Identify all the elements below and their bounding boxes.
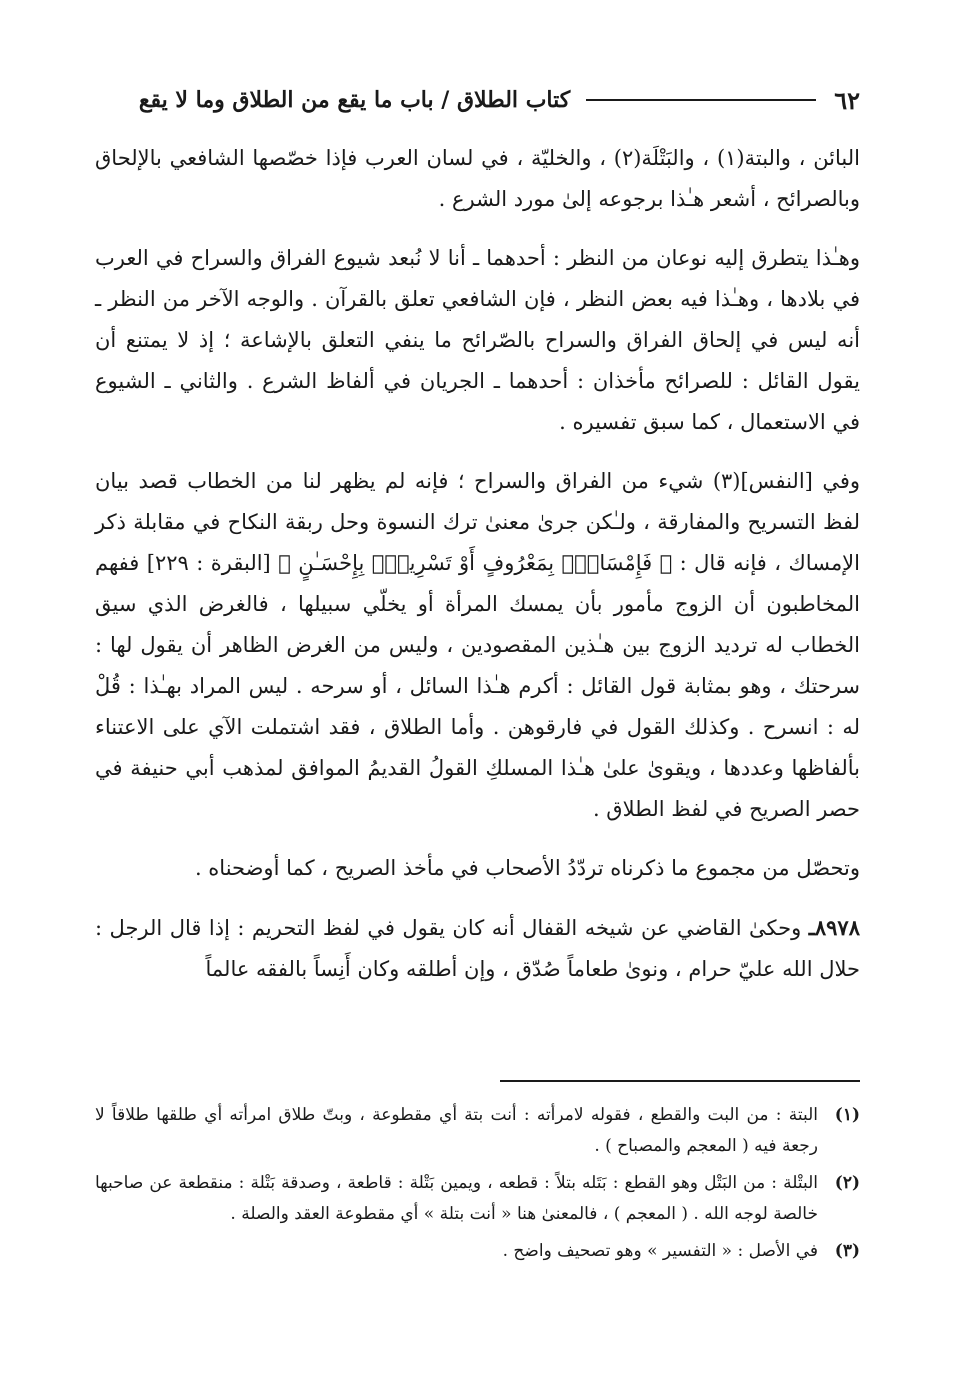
page-header: [95, 80, 860, 120]
footnote-marker: (٣): [834, 1241, 860, 1261]
footnote-marker: (١): [834, 1105, 860, 1125]
header-rule: [586, 99, 816, 101]
paragraph-5: [95, 907, 860, 990]
footnote-text: في الأصل : « التفسير » وهو تصحيف واضح .: [502, 1241, 818, 1261]
paragraph-2: وهـٰذا يتطرق إليه نوعان من النظر : أحدهما ـ أنا لا نُبعد شيوع الفراق والسراح في العرب في بلادها ، وهـٰذا فيه بعض النظر ، فإن الشافعي تعلق بالقرآن . والوجه الآخر من النظر ـ أنه ليس في إلحاق الفراق والسراح بالصّرائح ما ينفي التعلق بالإشاعة ؛ إذ لا يمتنع أن يقول القائل : للصرائح مأخذان : أحدهما ـ الجريان في ألفاظ الشرع . والثاني ـ الشيوع في الاستعمال ، كما سبق تفسيره .: [95, 246, 860, 434]
footnote-text: البتْلة : من البَتْل وهو القطع : بَتَله بتلاً : قطعه ، ويمين بَتْلة : قاطعة ، وصدقة بَتْلة : منقطعة عن صاحبها خالصة لوجه الله . ( المعجم ) ، فالمعنىٰ هنا « أنت بتلة » أي مقطوعة العقد والصلة .: [95, 1173, 818, 1224]
paragraph-1: البائن ، والبتة(١) ، والبَتْلَة(٢) ، والخليّة ، في لسان العرب فإذا خصّصها الشافعي بالإلحاق وبالصرائح ، أشعر هـٰذا برجوعه إلىٰ مورد الشرع .: [95, 146, 860, 211]
paragraph-5-text: وحكىٰ القاضي عن شيخه القفال أنه كان يقول في لفظ التحريم : إذا قال الرجل : حلال الله عليّ حرام ، ونوىٰ طعاماً صُدّق ، وإن أطلقه وكان أَنِساً بالفقه عالماً: [95, 916, 860, 981]
paragraph-3: وفي [النفس](٣) شيء من الفراق والسراح ؛ فإنه لم يظهر لنا من الخطاب قصد بيان لفظ التسريح والمفارقة ، ولـٰكن جرىٰ معنىٰ ترك النسوة وحل ربقة النكاح في مقابلة ذكر الإمساك ، فإنه قال : ﴿ فَإِمْسَاكُۢ بِمَعْرُوفٍ أَوْ تَسْرِيحُۢ بِإِحْسَـٰنٍ ﴾ [البقرة : ٢٢٩] ففهم المخاطبون أن الزوج مأمور بأن يمسك المرأة أو يخلّي سبيلها ، فالغرض الذي سيق الخطاب له ترديد الزوج بين هـٰذين المقصودين ، وليس من الغرض الظاهر أن يقول لها : سرحتك ، وهو بمثابة قول القائل : أكرم هـٰذا السائل ، أو سرحه . ليس المراد بهـٰذا : قُلْ له : انسرح . وكذلك القول في فارقوهن . وأما الطلاق ، فقد اشتملت الآي على الاعتناء بألفاظها وعددها ، ويقوىٰ علىٰ هـٰذا المسلكِ القولُ القديمُ الموافق لمذهب أبي حنيفة في حصر الصريح في لفظ الطلاق .: [95, 469, 861, 821]
section-number: ٨٩٧٨ـ: [808, 915, 860, 940]
paragraph-4: وتحصّل من مجموع ما ذكرناه تردّدُ الأصحاب في مأخذ الصريح ، كما أوضحناه .: [194, 856, 860, 880]
footnote-2: [95, 1168, 860, 1230]
footnote-marker: (٢): [834, 1173, 860, 1193]
footnotes: [95, 1100, 860, 1273]
footnote-separator: [500, 1080, 860, 1082]
footnote-1: [95, 1100, 860, 1162]
running-title: كتاب الطلاق / باب ما يقع من الطلاق وما لا يقع: [138, 87, 571, 113]
main-text: [95, 138, 860, 1004]
footnote-3: [95, 1236, 860, 1267]
page-number: ٦٢: [834, 85, 860, 115]
footnote-text: البتة : من البت والقطع ، فقوله لامرأته : أنت بتة أي مقطوعة ، وبتّ طلاق امرأته أي طلقها طلاقاً لا رجعة فيه ( المعجم والمصباح ) .: [95, 1105, 818, 1156]
